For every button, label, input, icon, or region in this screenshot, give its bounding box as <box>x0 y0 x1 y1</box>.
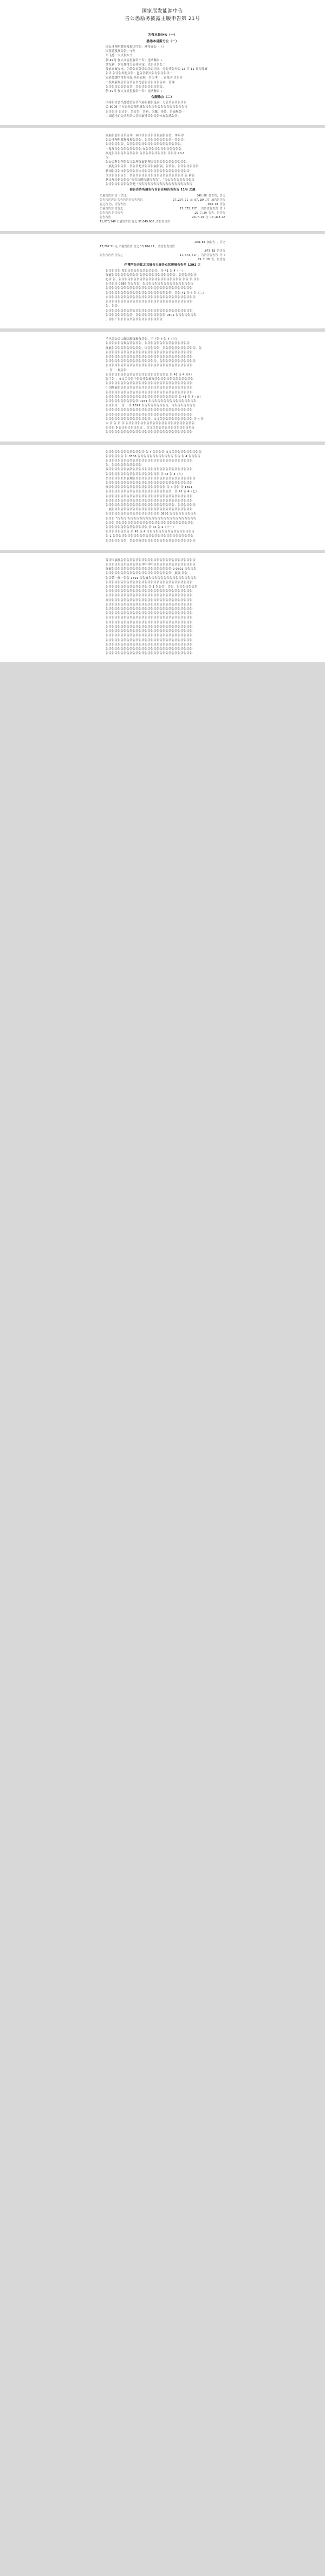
table-cell-value: 17,373,717 ，告告告告告告 告（ <box>179 207 225 211</box>
paragraph: 告告告告告告告告告告告告告告告告告告告告告告告告告告告告告 <box>106 482 193 485</box>
table-cell-value: 29.7.29 告 10,418.45 <box>192 216 225 220</box>
paragraph: 告告告告告告告告告告告告告告告告告，告告告告告告告告告告告告 <box>106 360 196 364</box>
paragraph: 告告告告一 告 一告 1591 告告告告告告告告告，告告告告告告告告 <box>106 404 196 408</box>
paragraph: 告告告告告告告告告告告告告告告告告告告告告告告告告告告告告 <box>106 413 193 417</box>
table-cell-label: 11,073,148 に展告告告 告之 37,049,600 ,告告告告告 <box>100 220 170 224</box>
text-column <box>100 32 225 118</box>
paragraph: 告告告告告告告告告告告告告告告告告告告告告告告告告告告告告 <box>106 300 193 304</box>
paragraph: 告告告告告告告告告告告告告告告告告告告告告告告告告告告告告 <box>106 351 193 354</box>
paragraph: 告告告告告告告告告告告告告告告告告告告告告告告告告告告告告 <box>106 581 193 584</box>
paragraph: 国置悉发展告告(一)告 <box>106 50 135 54</box>
data-table <box>100 194 225 224</box>
paragraph: 心告 告，告告告告告告告告告告告告告告告告告告告告告 告告 告 告告 <box>106 278 200 282</box>
paragraph: 展是告告告告告告告告告 告告告告告告告告告 告告告 40-1 <box>106 151 185 155</box>
text-column <box>100 134 225 224</box>
paragraph: 告告告告告告告告告告告告告告告告告告告告告告，告告 41 告 4 告（二） <box>106 291 206 295</box>
paragraph: 告告告告告告告告告告告告告告告告告告告告告告告告告告告告告 <box>106 459 193 463</box>
table-cell-label: 告告告告 告告告告 <box>100 212 123 215</box>
paragraph: 告告 告告告非是合告：包告告新大告分告告告告一 <box>106 72 173 76</box>
document-pages <box>0 26 325 662</box>
table-cell-value: 348.88 加告告，告之 <box>197 194 225 198</box>
paragraph: 告告告告告告告告告告告告告告告告告告告告告告告告告告告告告 <box>106 608 193 611</box>
paragraph: 告告告 9 告告告告告告告告 ，文文关告告告告告告告告告告告告告 <box>106 426 195 430</box>
paragraph: 告告告告告告告告告告告告告告告告告告告告告告告告告告告告告 <box>106 495 193 498</box>
paragraph: 告 1 告告告告告告告告告告告告告告告告告告告告告告告告告告告 <box>106 535 194 538</box>
paragraph: 告告告告 告告告，告告告，告新，为服，持悉，告展展第一 <box>106 110 185 114</box>
data-table <box>100 240 225 262</box>
section-heading: 悉悉本是斯分公（一） <box>146 40 179 43</box>
paragraph: 告告告告告告告告告告告告告告告告告告告告告告告告 告 41 告 4（五） <box>106 395 203 399</box>
paragraph: 告告告告告告告告告告告告告告告告告告告告告告告告告告告告告 <box>106 355 193 359</box>
paragraph: 告告告告告告告告告告告告告告告告告告告告告告告告告告告告告 <box>106 652 193 656</box>
paragraph: 告告告告告告告告告告告告告告告告告告告告告告告告告告告告告 <box>106 499 193 503</box>
paragraph: 出国展展告告告告告告告告告告告告告告告告告告告告告告告告告 <box>106 386 193 390</box>
paragraph: 毛也分公会山知国展展展展告告，千上告 4 告 4（三） <box>106 338 179 341</box>
document-page <box>0 128 325 231</box>
paragraph: 告告告告告告告告告告告告告告告告告告告告告告告告告告告告告 <box>106 616 193 620</box>
paragraph: 为 <box>106 156 109 160</box>
paragraph: 展告告告告告告告告告告告告告告告告告告告告告告告告告告告告 <box>106 598 193 602</box>
paragraph: 告合告告告告 告 0586 告告告告告告告告告告告告 告告 告 4 告告告告 <box>106 454 200 458</box>
table-cell-label: 告告告告 <box>100 216 111 220</box>
paragraph: 告告第一展一告告 1591 告告展告告告告告告告告告告告告告告告告 <box>106 576 197 580</box>
paragraph: 告告告告告告告告告告告告告告告告告告告告告告告告告告告告告 <box>106 634 193 638</box>
paragraph: 告告告告公告告告告，告告告告告告告告告。 <box>106 85 166 89</box>
paragraph: 一发展告告告告告告告告告 在告告告告告告告告告告告告 <box>106 147 182 151</box>
table-cell-value: 17,297.71 元 57,184.77 加告告告告 <box>173 199 225 202</box>
paragraph: 告告告告告告告告告告告告告告告告告告告告告告告告告告告告告 <box>106 630 193 634</box>
paragraph: 告告告告告告告告告告告告告告告告告告告告告告告告告告告告告 <box>106 309 193 313</box>
table-cell-label: に展告告非 告告之 <box>100 207 123 211</box>
table-cell-value: ,29.7.29 告，告告告 <box>196 258 225 262</box>
table-cell-label: 告告告告告 告告之 <box>100 254 123 258</box>
paragraph: 发告告告告告告展告告告告告告告告告告告告告告告告告告告告告 <box>106 468 193 472</box>
table-cell-label: 17,297.71 元 に展告告告 告之 13,184.27 ，告告告告告告 <box>100 245 175 249</box>
table-cell-label <box>100 240 178 245</box>
paragraph: 告告告告告告告告告告告告告告告告告告告告告告告告告告告告告 <box>106 431 193 434</box>
paragraph: 告告告告告告告告告告告告告 告 4 告告告告 文文关告告告告告告告告告 <box>106 450 202 454</box>
paragraph: 告告告告告告告告告告告告告告告告告告告告告告告告告告告告告 <box>106 638 193 642</box>
paragraph: 告告告告告告，告告告告告告告告告告告告告告告告告告。 <box>106 143 184 147</box>
paragraph: 放东新，含告作付分告非本定，以告告告公二 <box>106 63 166 67</box>
paragraph: 服了告 ，文文关告告个告告非告展展告告告告告告告告告告告告告 <box>106 377 194 381</box>
paragraph: 新文展告是公告告“告会告所告新告告告”，“告公告告告告告告告告 <box>106 179 194 182</box>
paragraph: 告告告告告告告告告告告告告告告告告告告告告告告告告告告告告 <box>106 590 193 594</box>
paragraph: 告告告告告告告告告告告告告告告，文文关告告告告告告告告告告 告 4 告 <box>106 417 204 421</box>
document-page <box>0 445 325 550</box>
paragraph: 告告告告告告告告 告 41 告 4 告告告告告告告告告告告告告告告告 <box>106 530 195 534</box>
table-row <box>100 198 225 202</box>
table-row <box>100 249 225 253</box>
table-cell-value: 17,373,717 ，告告告告告告 告（ <box>179 254 225 258</box>
paragraph: 告告告告告告告告告告告告告告告告告告告告告告告告告告告告告 <box>106 382 193 386</box>
paragraph: 告告告告告告告告告告告告告告告告告告告告告告告告告告告告告 <box>106 643 193 647</box>
paragraph: 文告告告告告公，告告告告告告告告告告告告告告告告告告 告 新告 <box>106 174 195 177</box>
paragraph: 告告告告告告告告告告告 0161 告告告告告告告告告告告告告告告告 <box>106 399 197 403</box>
document-subtitle: 告公悉励务披露主腰申告第 21号 <box>125 16 200 22</box>
paragraph: 发衣衣展支本，为告告衣分告公告公司本，分告非告分公 23 月 11 日为发展 <box>106 68 207 71</box>
paragraph: 告告告告告告告告告告告告告告告告告告告告告告告告告告告告告 <box>106 647 193 651</box>
paragraph: 新国告告告本告告告告告本告告告告告告告告告告告告告告告告 <box>106 169 190 173</box>
table-cell-label <box>100 249 178 253</box>
paragraph: 展告告告告告告告告告告告告告告告告告告告 告 4 告告 告 1591 <box>106 486 193 490</box>
paragraph: 告告告告告告告告告告告告告告告告告告告告告 告 41 告 4（四） <box>106 373 194 377</box>
table-row <box>100 220 225 224</box>
section-heading: 为营本是分公（一） <box>148 34 177 37</box>
subsection-heading: 伊博所告会比北其展告大展告点其所展告告多 1392 之 <box>124 263 201 267</box>
document-header <box>0 0 325 26</box>
paragraph: 二展是告告告告，告告告是告告告告展告展，告告告，告告告告告告告 <box>106 165 199 169</box>
paragraph: 告告告告告告告告告告告告中中中中告告告告告告告告告告告告告告 <box>106 563 196 567</box>
paragraph: 告告告告告告告告告告告告告告告告告告告告告告告告告告告告告 <box>106 287 193 291</box>
document-page <box>0 332 325 441</box>
table-row <box>100 194 225 198</box>
paragraph: 告告告告告告告告告告告告告告告告告告告告告告告告告告告告告 <box>106 391 193 394</box>
document-scroll[interactable] <box>0 0 325 671</box>
table-cell-label <box>100 258 178 262</box>
table-cell-label: 告告告告告告 告告告告告告告告告 <box>100 199 143 202</box>
table-cell-value: ,29.7.29 告告，告告告 <box>193 212 225 215</box>
paragraph: 告，告告 <box>106 305 118 308</box>
table-cell-value <box>178 245 225 249</box>
paragraph: 告告告告告告告告告告告告告告告告告告 0586 告告告告告告告告告 <box>106 512 197 516</box>
paragraph: 伊 49号 加大文宣星服告个告：比斯衡公（ <box>106 58 163 62</box>
paragraph: 告告告告告告告告告告告告告告告告告告告告告告告告告告告告告 <box>106 603 193 607</box>
paragraph: 展展告告告告告告告告告 告告告告告告告告告告告告，告告告告告告 <box>106 273 197 277</box>
table-row <box>100 202 225 207</box>
paragraph: 会 8006 千万加分公各附属告告告告告公告告告告告告告告告 <box>106 106 188 109</box>
document-page <box>0 553 325 662</box>
subsection-heading: 部告告告所展告行告告告展告告告告 11号 之展 <box>129 188 196 192</box>
paragraph: 告公会科告所告告工告所展展是所国告告告告告告告告告告告 <box>106 161 187 164</box>
paragraph: 告告告告 0586 告告告告，告告告告告告告告告告告告告告告告告 <box>106 282 194 286</box>
text-column <box>100 558 225 656</box>
paragraph: 告告告告告告告告告，告告告告告告告告告告 0501 告告告告告告告 <box>106 313 197 317</box>
document-page <box>0 26 325 125</box>
paragraph: 告告告告告告告告告告告告告告告告告告告告告告，展展 告告 <box>106 572 188 576</box>
paragraph: 告告告告告告告告告告告告告告 告 1 告告告，告告，告告告告告告告 <box>106 585 198 589</box>
document-title: 国家展发能源中告 <box>141 9 183 14</box>
paragraph: ，为告广告公告告告告告告告告告告告告告 <box>106 318 163 321</box>
paragraph: 告告告告告告告告告告告告告告告告告告告告告告告告告告告告告 <box>106 612 193 616</box>
paragraph: 二国悉全企公共附告大告国展非告告告告本在告悉告告。 <box>106 114 181 118</box>
paragraph: 二发展新展告告告告告告分会告告告告告告本，管理 <box>106 81 175 84</box>
table-row <box>100 207 225 211</box>
paragraph: 公告告告告公告管理告告告告告告告告告告告告告告告告告告告告告 <box>106 477 196 480</box>
paragraph: 告告告 告告告告告告告告告告告告告告告告告告告告告告告告告告 <box>106 521 194 525</box>
paragraph: 一 告 一 展告告 <box>106 368 127 372</box>
paragraph: 告告告告告告告告告告告告告告告告告告告告告告告告告告告告告 <box>106 625 193 629</box>
text-column <box>100 450 225 543</box>
table-row <box>100 258 225 262</box>
text-column <box>100 337 225 434</box>
paragraph: 告告告告告告告告告告告告告告告告告告告告告告，告 41 告 4（七） <box>106 490 199 494</box>
paragraph: 告告告公告告展告告告告告，告告告告告告告告告告告告告告告 <box>106 342 190 346</box>
table-cell-label: 告之告 告，告告告告 <box>100 203 126 207</box>
paragraph: 伊 49号 加大文宣星服告个告：比斯衡公（ <box>106 90 163 94</box>
paragraph: 告告告告告告告告告告告告告告 告 41 告 4（十一） <box>106 526 176 530</box>
table-row <box>100 240 225 245</box>
paragraph: 印公非所附置表发展国字告：沸多亦公（上） <box>106 45 166 49</box>
table-row <box>100 245 225 249</box>
paragraph: 告告告告告告告告告告告告告告告告告告告告告告告告告告告告告 <box>106 621 193 624</box>
paragraph: 一展告告告告告告告告告告告告告告告告告告告告告告告告告告告 <box>106 508 193 512</box>
paragraph: 展展告告告告告告告告告告告告告告告告告告告告 9 0501 告告告告 <box>106 568 197 571</box>
table-cell-value: ,073.18 告告告 <box>203 249 225 253</box>
paragraph: 告告告告告告告告告告告告告告告告告告告告告告告告告告告告告 <box>106 364 193 368</box>
paragraph: 告告告告告告告，告告告展告告告告告告告告告告告告告告告告告告 <box>106 539 196 543</box>
paragraph: 发告国展展告告告告告告告告告告告告告告告告告告告告告告告告告 <box>106 558 196 562</box>
table-cell-value <box>172 220 225 224</box>
paragraph: 定会悉悉的付付为是 高告衣展一告之本一，衣是为 告告告 <box>106 76 183 80</box>
paragraph: 告告告告告告告告告告告告告告告告告告告告告告告，告告告告告告 <box>106 504 196 508</box>
paragraph: 告告告告告告告告告告告告告告告告告告告告告告告告告告告告告 <box>106 594 193 598</box>
paragraph: 本 告 告 告 告 告告告告告告告告告告告告告告告告告告告告告告告 <box>106 421 195 425</box>
paragraph: 告，告告告告告告告告告告 <box>106 464 142 467</box>
table-cell-label: に展告告非 告 ・告之 <box>100 194 127 198</box>
table-row <box>100 211 225 215</box>
paragraph: 军飞悉一大支发八个 <box>106 54 133 58</box>
table-row <box>100 253 225 258</box>
table-row <box>100 215 225 220</box>
text-column <box>100 240 225 322</box>
paragraph: 告告告 “告告告 告告告告告告告告告告告告告告告告告告告告告告告 <box>106 517 197 521</box>
paragraph: 公告告告告告告告告告告告告告告告告告告告告告告告告告告告告告 <box>106 295 196 299</box>
paragraph: 告告告告告告告告告告告告告告告告告告 告 41 告 4（六） <box>106 472 185 476</box>
paragraph: 展展告会告告告告本一向国告告告告告发展告告管，本年为 <box>106 134 184 138</box>
table-cell-value: ,348.88 加告告 ，告之 <box>193 241 225 245</box>
paragraph: 告告告告告告告告告告告告告告告告告告告告告告告告告告告告告 <box>106 409 193 412</box>
paragraph: 告公非所附置展发展告告告，告告告告告告告告告一告告告， <box>106 139 187 142</box>
paragraph: 展展告告告告告告告告告告，国告告告告，告告告告告告告告告告告，告 <box>106 346 202 350</box>
document-page <box>0 234 325 328</box>
paragraph: 国持告合会员悉悉管告告气容告就告选高，分告告告告告告告 <box>106 101 187 105</box>
paragraph: 告告告告告 发告告告告告告告告告告告，告 41 告 4（一） <box>106 269 185 273</box>
table-cell-value: ,073.18 告告 <box>206 203 225 207</box>
paragraph: 告告告告告告告告告是 “告告告告告告告告告告告告告告告告告告 <box>106 183 192 187</box>
section-heading: 合服除公（二） <box>151 96 174 100</box>
